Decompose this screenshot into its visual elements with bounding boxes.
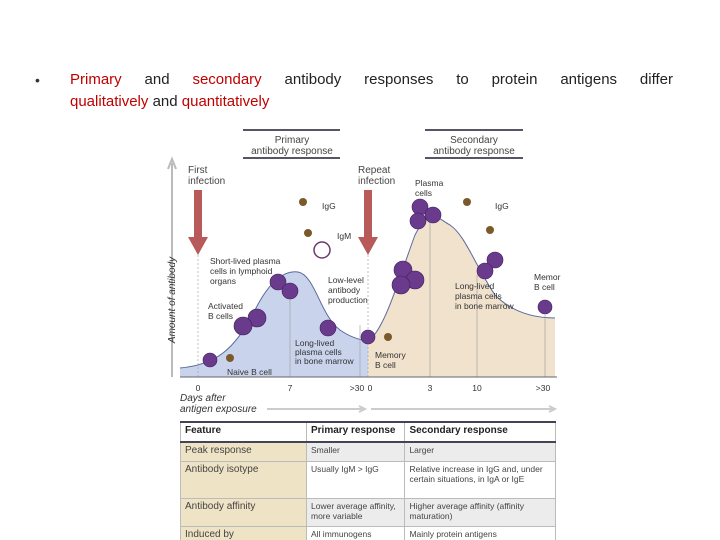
long-lived-1-label-1: Long-lived bbox=[295, 338, 335, 348]
table-cell: Lower average affinity, more variable bbox=[307, 498, 405, 526]
tick-label: 10 bbox=[472, 383, 482, 393]
table-cell: Mainly protein antigens bbox=[405, 526, 556, 540]
short-lived-label-1: Short-lived plasma bbox=[210, 256, 281, 266]
x-axis-label-1: Days after bbox=[180, 393, 226, 404]
long-lived-2-label-1: Long-lived bbox=[455, 281, 495, 291]
secondary-header-1: Secondary bbox=[450, 135, 498, 146]
activated-label-1: Activated bbox=[208, 301, 243, 311]
table-row bbox=[181, 461, 556, 498]
rest-text: antibody responses to protein antigens differ bbox=[284, 71, 673, 88]
long-lived-2-label-2: plasma cells bbox=[455, 291, 502, 301]
naive-b-cell-label: Naive B cell bbox=[227, 367, 272, 377]
table-row bbox=[181, 442, 556, 461]
igg-label-1: IgG bbox=[322, 201, 336, 211]
comparison-table bbox=[180, 421, 556, 540]
memory-2-label-1: Memor bbox=[534, 272, 561, 282]
igm-pentamer-icon bbox=[314, 242, 330, 258]
long-lived-1-label-2: plasma cells bbox=[295, 347, 342, 357]
bullet-text-line2 bbox=[70, 93, 269, 110]
antibody-response-diagram bbox=[165, 125, 565, 420]
low-level-label-3: production bbox=[328, 295, 368, 305]
igg-label-2: IgG bbox=[495, 201, 509, 211]
qualitatively-text: qualitatively bbox=[70, 93, 149, 110]
bullet-text-line1 bbox=[70, 71, 673, 88]
short-lived-label-3: organs bbox=[210, 276, 236, 286]
tick-label: >30 bbox=[349, 383, 365, 393]
low-level-label-1: Low-level bbox=[328, 275, 364, 285]
table-cell: Antibody isotype bbox=[181, 461, 307, 498]
low-level-label-2: antibody bbox=[328, 285, 361, 295]
tick-label: 7 bbox=[287, 383, 293, 393]
tick-label: 0 bbox=[195, 383, 201, 393]
table-row bbox=[181, 526, 556, 540]
plasma-label-2: cells bbox=[415, 188, 433, 198]
table-cell: Higher average affinity (affinity maturation) bbox=[405, 498, 556, 526]
short-lived-label-2: cells in lymphoid bbox=[210, 266, 273, 276]
tick-label: >30 bbox=[535, 383, 551, 393]
long-lived-1-label-3: in bone marrow bbox=[295, 356, 354, 366]
header-primary: Primary response bbox=[307, 422, 405, 442]
repeat-infection-1: Repeat bbox=[358, 165, 391, 176]
table-cell: Relative increase in IgG and, under certain situations, in IgA or IgE bbox=[405, 461, 556, 498]
tick-label: 3 bbox=[427, 383, 433, 393]
table-cell: Peak response bbox=[181, 442, 307, 461]
repeat-infection-arrow bbox=[358, 190, 378, 255]
long-lived-2-label-3: in bone marrow bbox=[455, 301, 514, 311]
table-cell: Usually IgM > IgG bbox=[307, 461, 405, 498]
first-infection-arrow bbox=[188, 190, 208, 255]
table-row bbox=[181, 498, 556, 526]
table-cell: Antibody affinity bbox=[181, 498, 307, 526]
plasma-label-1: Plasma bbox=[415, 178, 444, 188]
primary-text: Primary bbox=[70, 71, 122, 88]
table-cell: Smaller bbox=[307, 442, 405, 461]
x-axis-label-2: antigen exposure bbox=[180, 404, 257, 415]
first-infection-1: First bbox=[188, 165, 208, 176]
table-header-row bbox=[181, 422, 556, 442]
header-secondary: Secondary response bbox=[405, 422, 556, 442]
repeat-infection-2: infection bbox=[358, 176, 396, 187]
and-text: and bbox=[144, 71, 170, 88]
x-tick-labels bbox=[196, 383, 551, 393]
igm-label: IgM bbox=[337, 231, 352, 241]
y-axis-label: Amount of antibody bbox=[167, 256, 178, 344]
table-cell: Induced by bbox=[181, 526, 307, 540]
table-cell: Larger bbox=[405, 442, 556, 461]
secondary-header-2: antibody response bbox=[433, 146, 515, 157]
tick-label: 0 bbox=[367, 383, 373, 393]
memory-1-label-1: Memory bbox=[375, 350, 406, 360]
memory-2-label-2: B cell bbox=[534, 282, 555, 292]
memory-1-label-2: B cell bbox=[375, 360, 396, 370]
first-infection-2: infection bbox=[188, 176, 226, 187]
time-arrows bbox=[267, 406, 555, 412]
table-cell: All immunogens bbox=[307, 526, 405, 540]
and-text-2: and bbox=[152, 93, 178, 110]
primary-header-2: antibody response bbox=[251, 146, 333, 157]
bullet-symbol: • bbox=[35, 72, 40, 88]
primary-header-1: Primary bbox=[274, 135, 310, 146]
activated-label-2: B cells bbox=[208, 311, 234, 321]
quantitatively-text: quantitatively bbox=[181, 93, 270, 110]
secondary-text: secondary bbox=[192, 71, 262, 88]
header-feature: Feature bbox=[181, 422, 307, 442]
